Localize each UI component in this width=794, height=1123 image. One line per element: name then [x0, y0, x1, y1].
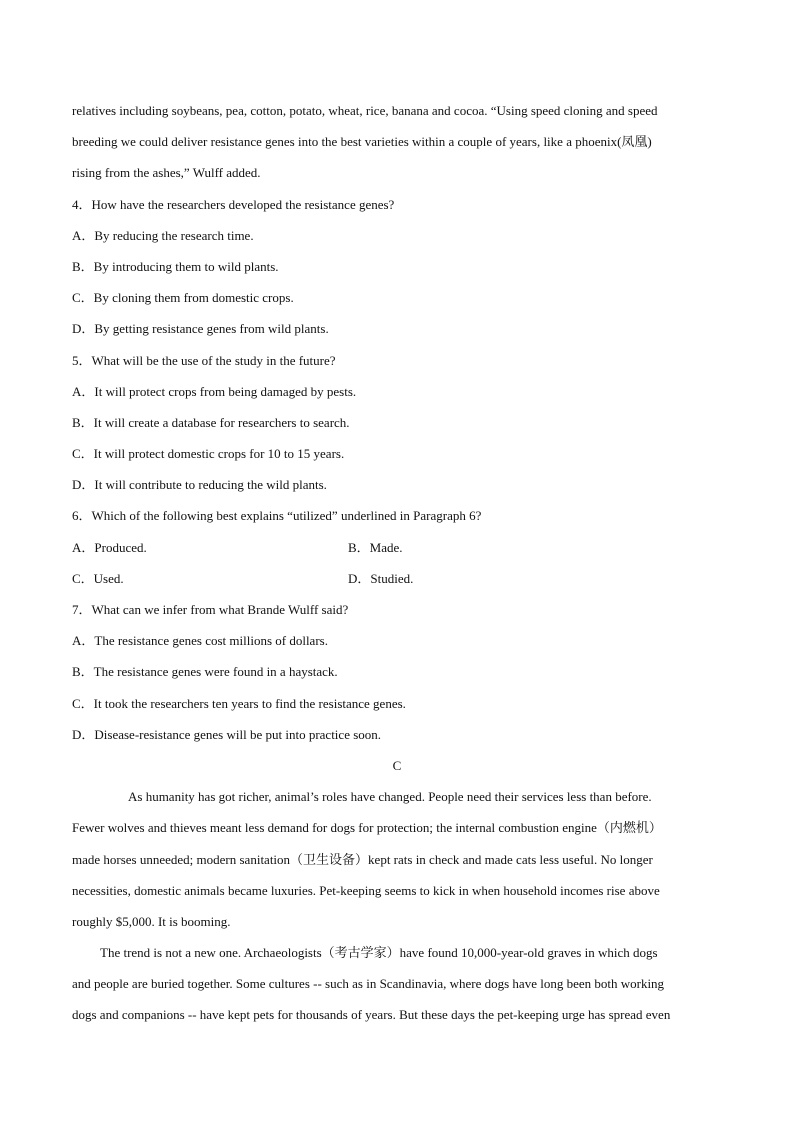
option-b: B．Made.: [348, 539, 403, 555]
option-a: A．Produced.: [72, 539, 147, 555]
section-c: [72, 756, 722, 1037]
option-d: D．By getting resistance genes from wild plants.: [72, 321, 329, 337]
option-a: A．By reducing the research time.: [72, 227, 254, 243]
text-line: necessities, domestic animals became luxuries. Pet-keeping seems to kick in when household incomes rise above: [72, 882, 660, 898]
option-c: C．By cloning them from domestic crops.: [72, 290, 294, 306]
document-page: [72, 101, 722, 1037]
text-line: and people are buried together. Some cultures -- such as in Scandinavia, where dogs have long been both working: [72, 976, 665, 992]
option-a: A．The resistance genes cost millions of dollars.: [72, 633, 328, 649]
text-line: Fewer wolves and thieves meant less demand for dogs for protection; the internal combustion engine（内燃机）: [72, 820, 662, 836]
passage-b-tail: [72, 101, 722, 195]
question-4: [72, 195, 722, 351]
option-row: [72, 538, 722, 569]
option-d: D．It will contribute to reducing the wild plants.: [72, 477, 327, 493]
paragraph-1: [72, 787, 722, 943]
paragraph-2: [72, 943, 722, 1037]
option-b: B．The resistance genes were found in a haystack.: [72, 664, 338, 680]
question-7: [72, 600, 722, 756]
text-line: breeding we could deliver resistance genes into the best varieties within a couple of years, like a phoenix(凤凰): [72, 134, 652, 150]
option-a: A．It will protect crops from being damaged by pests.: [72, 383, 357, 399]
option-c: C．Used.: [72, 570, 124, 586]
question-6: [72, 506, 722, 600]
option-c: C．It will protect domestic crops for 10 to 15 years.: [72, 446, 345, 462]
option-d: D．Studied.: [348, 570, 414, 586]
question-stem: 4．How have the researchers developed the resistance genes?: [72, 196, 395, 212]
section-heading: C: [392, 757, 402, 773]
question-stem: 6．Which of the following best explains “utilized” underlined in Paragraph 6?: [72, 508, 482, 524]
question-5: [72, 351, 722, 507]
option-b: B．It will create a database for researchers to search.: [72, 414, 350, 430]
option-d: D．Disease-resistance genes will be put into practice soon.: [72, 726, 382, 742]
text-line: As humanity has got richer, animal’s roles have changed. People need their services less than before.: [128, 789, 652, 805]
text-line: dogs and companions -- have kept pets for thousands of years. But these days the pet-keeping urge has spread even: [72, 1007, 671, 1023]
text-line: made horses unneeded; modern sanitation（卫生设备）kept rats in check and made cats less useful. No longer: [72, 851, 653, 867]
text-line: roughly $5,000. It is booming.: [72, 913, 231, 929]
text-line: rising from the ashes,” Wulff added.: [72, 165, 261, 181]
text-line: The trend is not a new one. Archaeologists（考古学家）have found 10,000-year-old graves in which dogs: [100, 945, 658, 961]
option-b: B．By introducing them to wild plants.: [72, 258, 279, 274]
text-line: relatives including soybeans, pea, cotton, potato, wheat, rice, banana and cocoa. “Using speed cloning and speed: [72, 103, 658, 118]
option-c: C．It took the researchers ten years to find the resistance genes.: [72, 695, 406, 711]
question-stem: 7．What can we infer from what Brande Wulff said?: [72, 602, 349, 617]
question-stem: 5．What will be the use of the study in the future?: [72, 352, 336, 368]
option-row: [72, 569, 722, 600]
